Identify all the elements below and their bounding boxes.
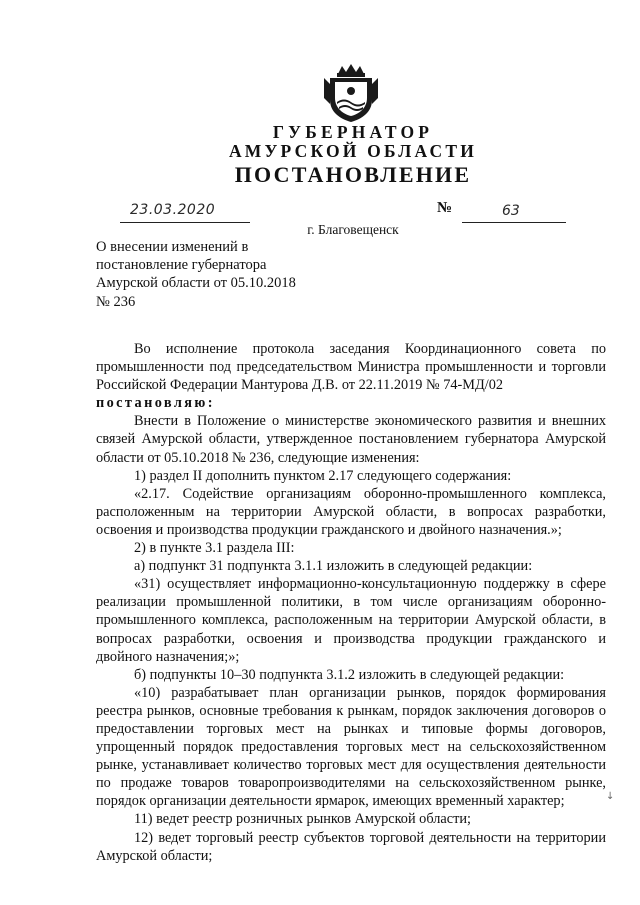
paragraph: 2) в пункте 3.1 раздела III: [134,540,295,557]
document-body [96,340,606,865]
paragraph: «2.17. Содействие организациям оборонно-промышленного комплекса, расположенным на территории Амурской области, в вопросах разработки, освоения и производства продукции гражданского и двойного назначения.»; [96,485,606,538]
handwritten-number: 63 [502,203,520,219]
region-title: АМУРСКОЙ ОБЛАСТИ [228,141,478,161]
margin-mark: ↓ [606,791,615,802]
subject-block [96,238,316,311]
date-field [120,202,250,223]
paragraph: Внести в Положение о министерстве экономического развития и внешних связей Амурской области, утвержденное постановлением губернатора Амурской области от 05.10.2018 № 236, следующие изменения: [96,413,606,466]
paragraph: 1) раздел II дополнить пунктом 2.17 следующего содержания: [134,467,512,484]
number-field [462,203,566,223]
paragraph: «31) осуществляет информационно-консультационную поддержку в сфере реализации промышленной политики, в том числе организациям оборонно-промышленного комплекса, расположенным на территории Амурской области, в вопросах разработки, освоения и производства продукции гражданского и двойного назначения;»; [96,576,606,665]
subject-line: постановление губернатора [96,257,267,274]
paragraph: б) подпункты 10–30 подпункта 3.1.2 изложить в следующей редакции: [134,666,565,683]
governor-title: ГУБЕРНАТОР [272,122,434,142]
subject-line: Амурской области от 05.10.2018 [96,275,296,292]
city: г. Благовещенск [307,222,399,237]
document-type-title: ПОСТАНОВЛЕНИЕ [234,162,472,187]
coat-of-arms-icon [324,64,378,122]
paragraph: 11) ведет реестр розничных рынков Амурской области; [134,811,471,828]
number-label: № [437,200,453,216]
subject-line: О внесении изменений в [96,239,249,255]
paragraph: «10) разрабатывает план организации рынков, порядок формирования реестра рынков, основные требования к рынкам, порядок заключения договоров о предоставлении торговых мест на рынках и типовые формы договоров, упрощенный порядок предоставления торговых мест на сельскохозяйственном рынке, устанавливает количество торговых мест для осуществления деятельности по продаже товаров товаропроизводителями на сельскохозяйственном рынке, порядок организации деятельности ярмарок, имеющих временный характер; [96,684,606,810]
paragraph: а) подпункт 31 подпункта 3.1.1 изложить в следующей редакции: [134,558,533,575]
paragraph: 12) ведет торговый реестр субъектов торговой деятельности на территории Амурской области; [96,829,606,864]
handwritten-date: 23.03.2020 [130,202,216,218]
resolve-line: постановляю: [96,395,215,412]
subject-line: № 236 [96,293,136,310]
paragraph: Во исполнение протокола заседания Координационного совета по промышленности под председательством Министра промышленности и торговли Российской Федерации Мантурова Д.В. от 22.11.2019 № 74-МД/02 [96,341,606,394]
